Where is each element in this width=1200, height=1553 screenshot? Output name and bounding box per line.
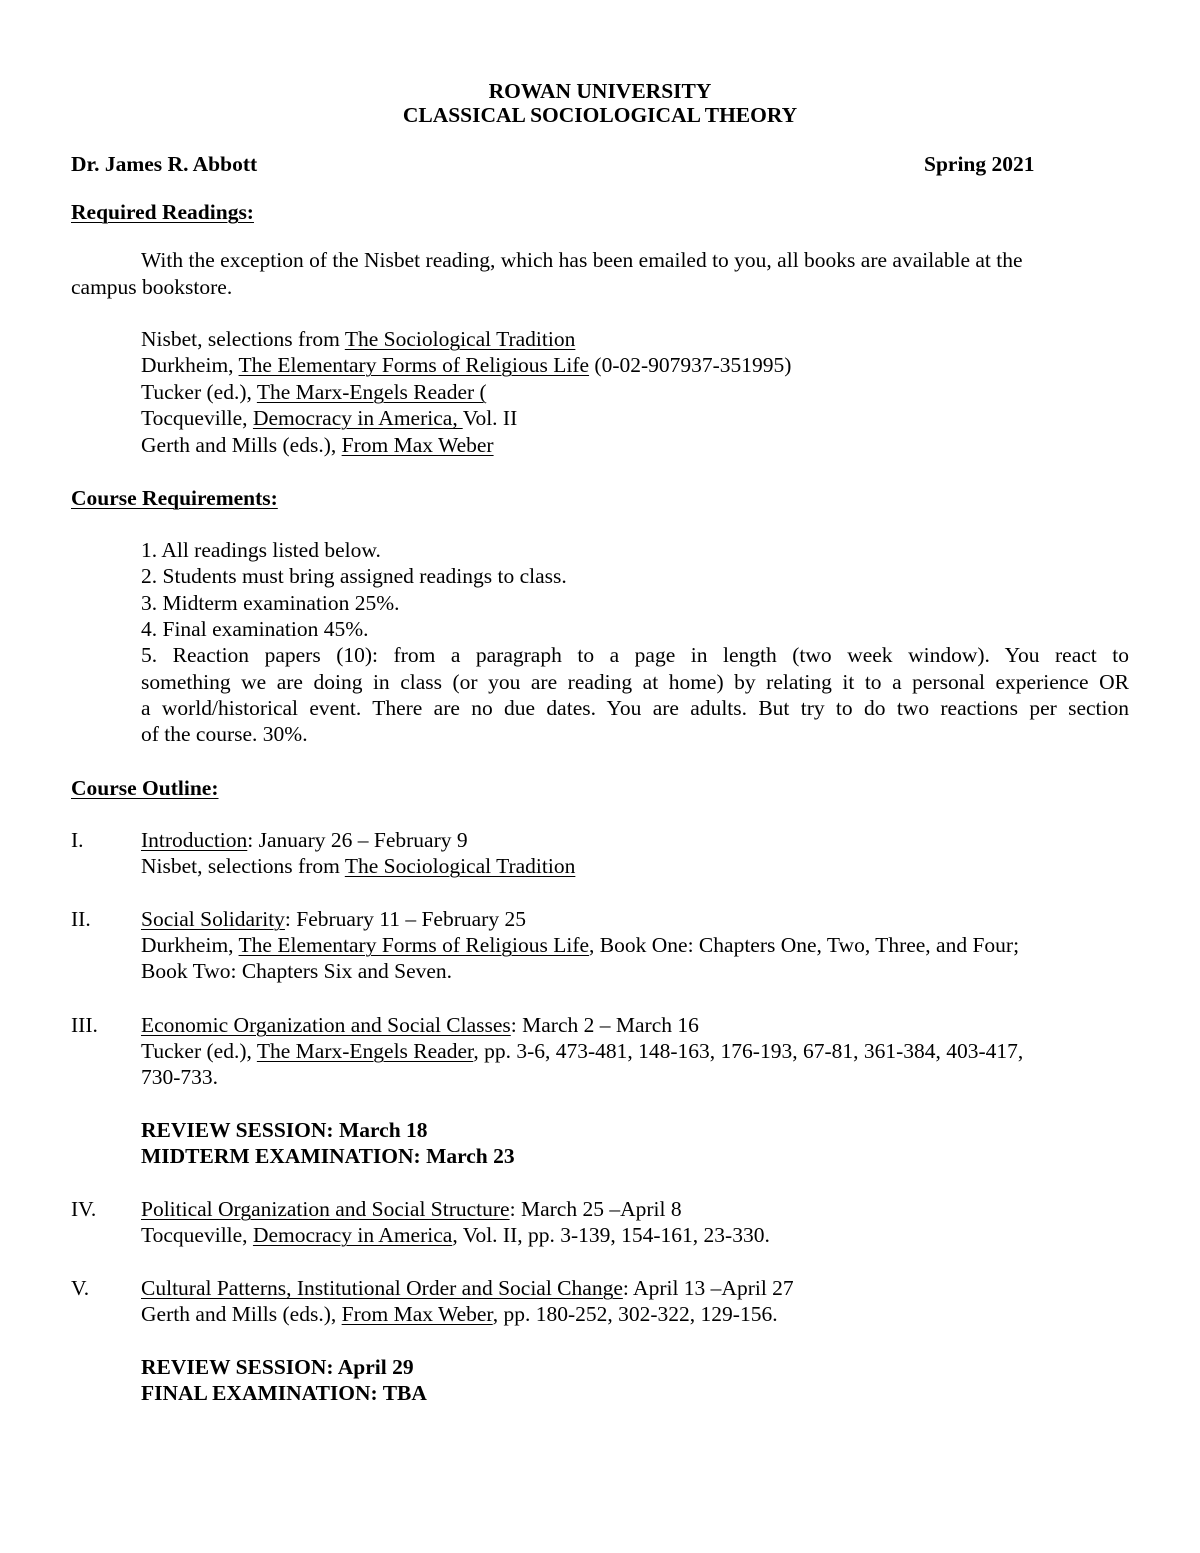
requirement-item-5-line1: 5. Reaction papers (10): from a paragraph to a page in length (two week window). You react to — [141, 643, 1129, 667]
section-dates: : January 26 – February 9 — [247, 828, 468, 852]
requirement-item: 1. All readings listed below. — [141, 538, 381, 562]
required-readings-heading: Required Readings: — [71, 200, 254, 224]
reading-title: The Marx-Engels Reader — [256, 1039, 474, 1063]
midterm-review-session: REVIEW SESSION: March 18 — [141, 1118, 428, 1142]
book-item — [141, 326, 575, 353]
course-requirements-heading: Course Requirements: — [71, 486, 278, 510]
section-dates: : March 25 –April 8 — [509, 1197, 682, 1221]
section-reading — [141, 853, 575, 880]
reading-suffix: , Vol. II, pp. 3-139, 154-161, 23-330. — [452, 1223, 770, 1247]
reading-author: Tocqueville, — [141, 1223, 253, 1247]
requirement-item-5-line2: something we are doing in class (or you are reading at home) by relating it to a personal experience OR — [141, 670, 1129, 694]
requirement-item: 2. Students must bring assigned readings to class. — [141, 564, 567, 588]
section-numeral: III. — [71, 1013, 98, 1037]
book-item — [141, 352, 791, 379]
section-title-line — [141, 906, 526, 933]
requirement-item-5-line4: of the course. 30%. — [141, 722, 308, 746]
section-title-line — [141, 1196, 682, 1223]
readings-intro-line1: With the exception of the Nisbet reading, which has been emailed to you, all books are available at the — [141, 248, 1023, 272]
final-examination: FINAL EXAMINATION: TBA — [141, 1381, 427, 1405]
book-suffix: Vol. II — [462, 406, 518, 430]
section-reading — [141, 1038, 1023, 1065]
section-title: Introduction — [141, 828, 248, 852]
instructor-name: Dr. James R. Abbott — [71, 152, 258, 176]
book-title: Democracy in America, — [252, 406, 463, 430]
book-title: From Max Weber — [341, 433, 494, 457]
section-numeral: II. — [71, 907, 91, 931]
reading-suffix: , pp. 180-252, 302-322, 129-156. — [492, 1302, 778, 1326]
reading-author: Gerth and Mills (eds.), — [141, 1302, 342, 1326]
section-reading — [141, 1301, 778, 1328]
section-title: Political Organization and Social Structure — [141, 1197, 510, 1221]
section-dates: : February 11 – February 25 — [284, 907, 526, 931]
reading-title: From Max Weber — [341, 1302, 493, 1326]
book-title: The Sociological Tradition — [344, 327, 576, 351]
reading-author: Nisbet, selections from — [141, 854, 345, 878]
section-numeral: IV. — [71, 1197, 97, 1221]
university-title: ROWAN UNIVERSITY — [488, 79, 712, 103]
section-reading-line2: Book Two: Chapters Six and Seven. — [141, 959, 453, 983]
section-dates: : March 2 – March 16 — [510, 1013, 699, 1037]
section-title-line — [141, 1275, 794, 1302]
book-title: The Elementary Forms of Religious Life — [238, 353, 590, 377]
reading-suffix: , Book One: Chapters One, Two, Three, and Four; — [589, 933, 1020, 957]
reading-suffix: , pp. 3-6, 473-481, 148-163, 176-193, 67-81, 361-384, 403-417, — [473, 1039, 1024, 1063]
requirement-item: 3. Midterm examination 25%. — [141, 591, 400, 615]
section-numeral: I. — [71, 828, 84, 852]
book-author: Nisbet, selections from — [141, 327, 345, 351]
readings-intro-line2: campus bookstore. — [71, 275, 233, 299]
section-numeral: V. — [71, 1276, 90, 1300]
final-review-session: REVIEW SESSION: April 29 — [141, 1355, 414, 1379]
book-item — [141, 379, 487, 406]
reading-title: The Elementary Forms of Religious Life — [238, 933, 590, 957]
course-title: CLASSICAL SOCIOLOGICAL THEORY — [402, 103, 798, 127]
book-suffix: (0-02-907937-351995) — [589, 353, 792, 377]
section-title-line — [141, 827, 468, 854]
reading-title: Democracy in America — [252, 1223, 453, 1247]
section-reading — [141, 932, 1019, 959]
midterm-examination: MIDTERM EXAMINATION: March 23 — [141, 1144, 515, 1168]
book-item — [141, 405, 517, 432]
book-author: Tocqueville, — [141, 406, 253, 430]
book-author: Durkheim, — [141, 353, 239, 377]
section-title-line — [141, 1012, 699, 1039]
book-author: Gerth and Mills (eds.), — [141, 433, 342, 457]
section-title: Social Solidarity — [141, 907, 285, 931]
section-title: Cultural Patterns, Institutional Order and Social Change — [141, 1276, 623, 1300]
section-title: Economic Organization and Social Classes — [141, 1013, 511, 1037]
section-reading — [141, 1222, 770, 1249]
requirement-item-5-line3: a world/historical event. There are no due dates. You are adults. But try to do two reactions per section — [141, 696, 1129, 720]
section-reading-line2: 730-733. — [141, 1065, 219, 1089]
book-title: The Marx-Engels Reader ( — [256, 380, 487, 404]
term-label: Spring 2021 — [924, 152, 1035, 176]
book-author: Tucker (ed.), — [141, 380, 257, 404]
reading-author: Durkheim, — [141, 933, 239, 957]
book-item — [141, 432, 494, 459]
reading-author: Tucker (ed.), — [141, 1039, 257, 1063]
reading-title: The Sociological Tradition — [344, 854, 576, 878]
course-outline-heading: Course Outline: — [71, 776, 219, 800]
requirement-item: 4. Final examination 45%. — [141, 617, 369, 641]
section-dates: : April 13 –April 27 — [622, 1276, 794, 1300]
